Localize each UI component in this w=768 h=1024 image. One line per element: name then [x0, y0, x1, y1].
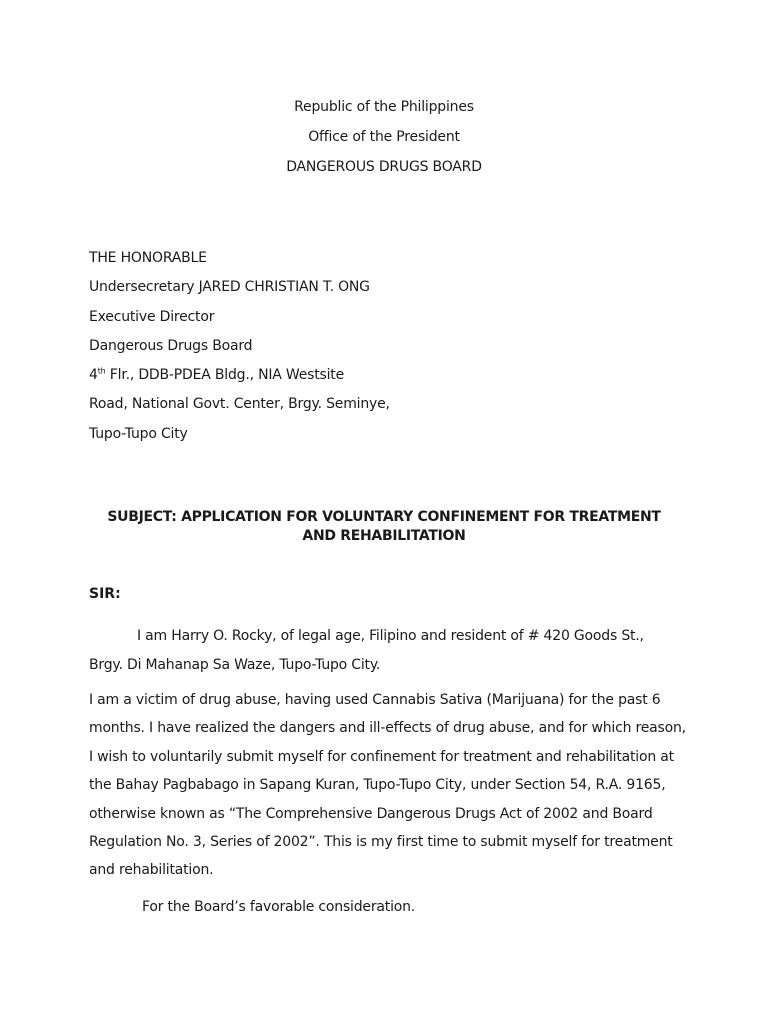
- subject-line2: AND REHABILITATION: [302, 528, 466, 544]
- recipient-organization: Dangerous Drugs Board: [89, 337, 253, 354]
- recipient-city: Tupo-Tupo City: [89, 425, 188, 442]
- subject-line1: SUBJECT: APPLICATION FOR VOLUNTARY CONFINEMENT FOR TREATMENT: [107, 509, 661, 525]
- paragraph-line: Regulation No. 3, Series of 2002”. This is my first time to submit myself for treatment: [89, 834, 673, 851]
- letterhead-office: Office of the President: [308, 129, 460, 145]
- floor-number: 4: [89, 367, 98, 384]
- recipient-address-line2: Road, National Govt. Center, Brgy. Seminye,: [89, 396, 390, 413]
- recipient-salutation-title: THE HONORABLE: [89, 250, 207, 266]
- subject-heading: [89, 508, 679, 546]
- closing-line: For the Board’s favorable consideration.: [142, 899, 416, 915]
- paragraph-line: I am a victim of drug abuse, having used Cannabis Sativa (Marijuana) for the past 6: [89, 692, 661, 708]
- paragraph-line: months. I have realized the dangers and ill-effects of drug abuse, and for which reason,: [89, 720, 686, 737]
- paragraph-line: Brgy. Di Mahanap Sa Waze, Tupo-Tupo City.: [89, 656, 381, 673]
- paragraph-line: otherwise known as “The Comprehensive Dangerous Drugs Act of 2002 and Board: [89, 805, 653, 822]
- letterhead: [0, 92, 768, 182]
- paragraph-line: I wish to voluntarily submit myself for confinement for treatment and rehabilitation at: [89, 748, 674, 765]
- letterhead-agency: DANGEROUS DRUGS BOARD: [286, 159, 482, 175]
- recipient-address-line1: [89, 361, 709, 390]
- building-text: Flr., DDB-PDEA Bldg., NIA Westsite: [105, 367, 345, 384]
- recipient-name: Undersecretary JARED CHRISTIAN T. ONG: [89, 279, 370, 296]
- letterhead-country: Republic of the Philippines: [294, 99, 474, 115]
- recipient-position: Executive Director: [89, 308, 215, 325]
- body-paragraph-statement: [89, 686, 689, 885]
- paragraph-line: the Bahay Pagbabago in Sapang Kuran, Tupo-Tupo City, under Section 54, R.A. 9165,: [89, 777, 666, 794]
- body-paragraph-introduction: [89, 622, 689, 679]
- floor-ordinal-suffix: th: [97, 366, 106, 376]
- salutation: SIR:: [89, 586, 121, 602]
- paragraph-line: I am Harry O. Rocky, of legal age, Filipino and resident of # 420 Goods St.,: [137, 628, 644, 644]
- recipient-address-block: [89, 244, 709, 449]
- paragraph-line: and rehabilitation.: [89, 862, 214, 879]
